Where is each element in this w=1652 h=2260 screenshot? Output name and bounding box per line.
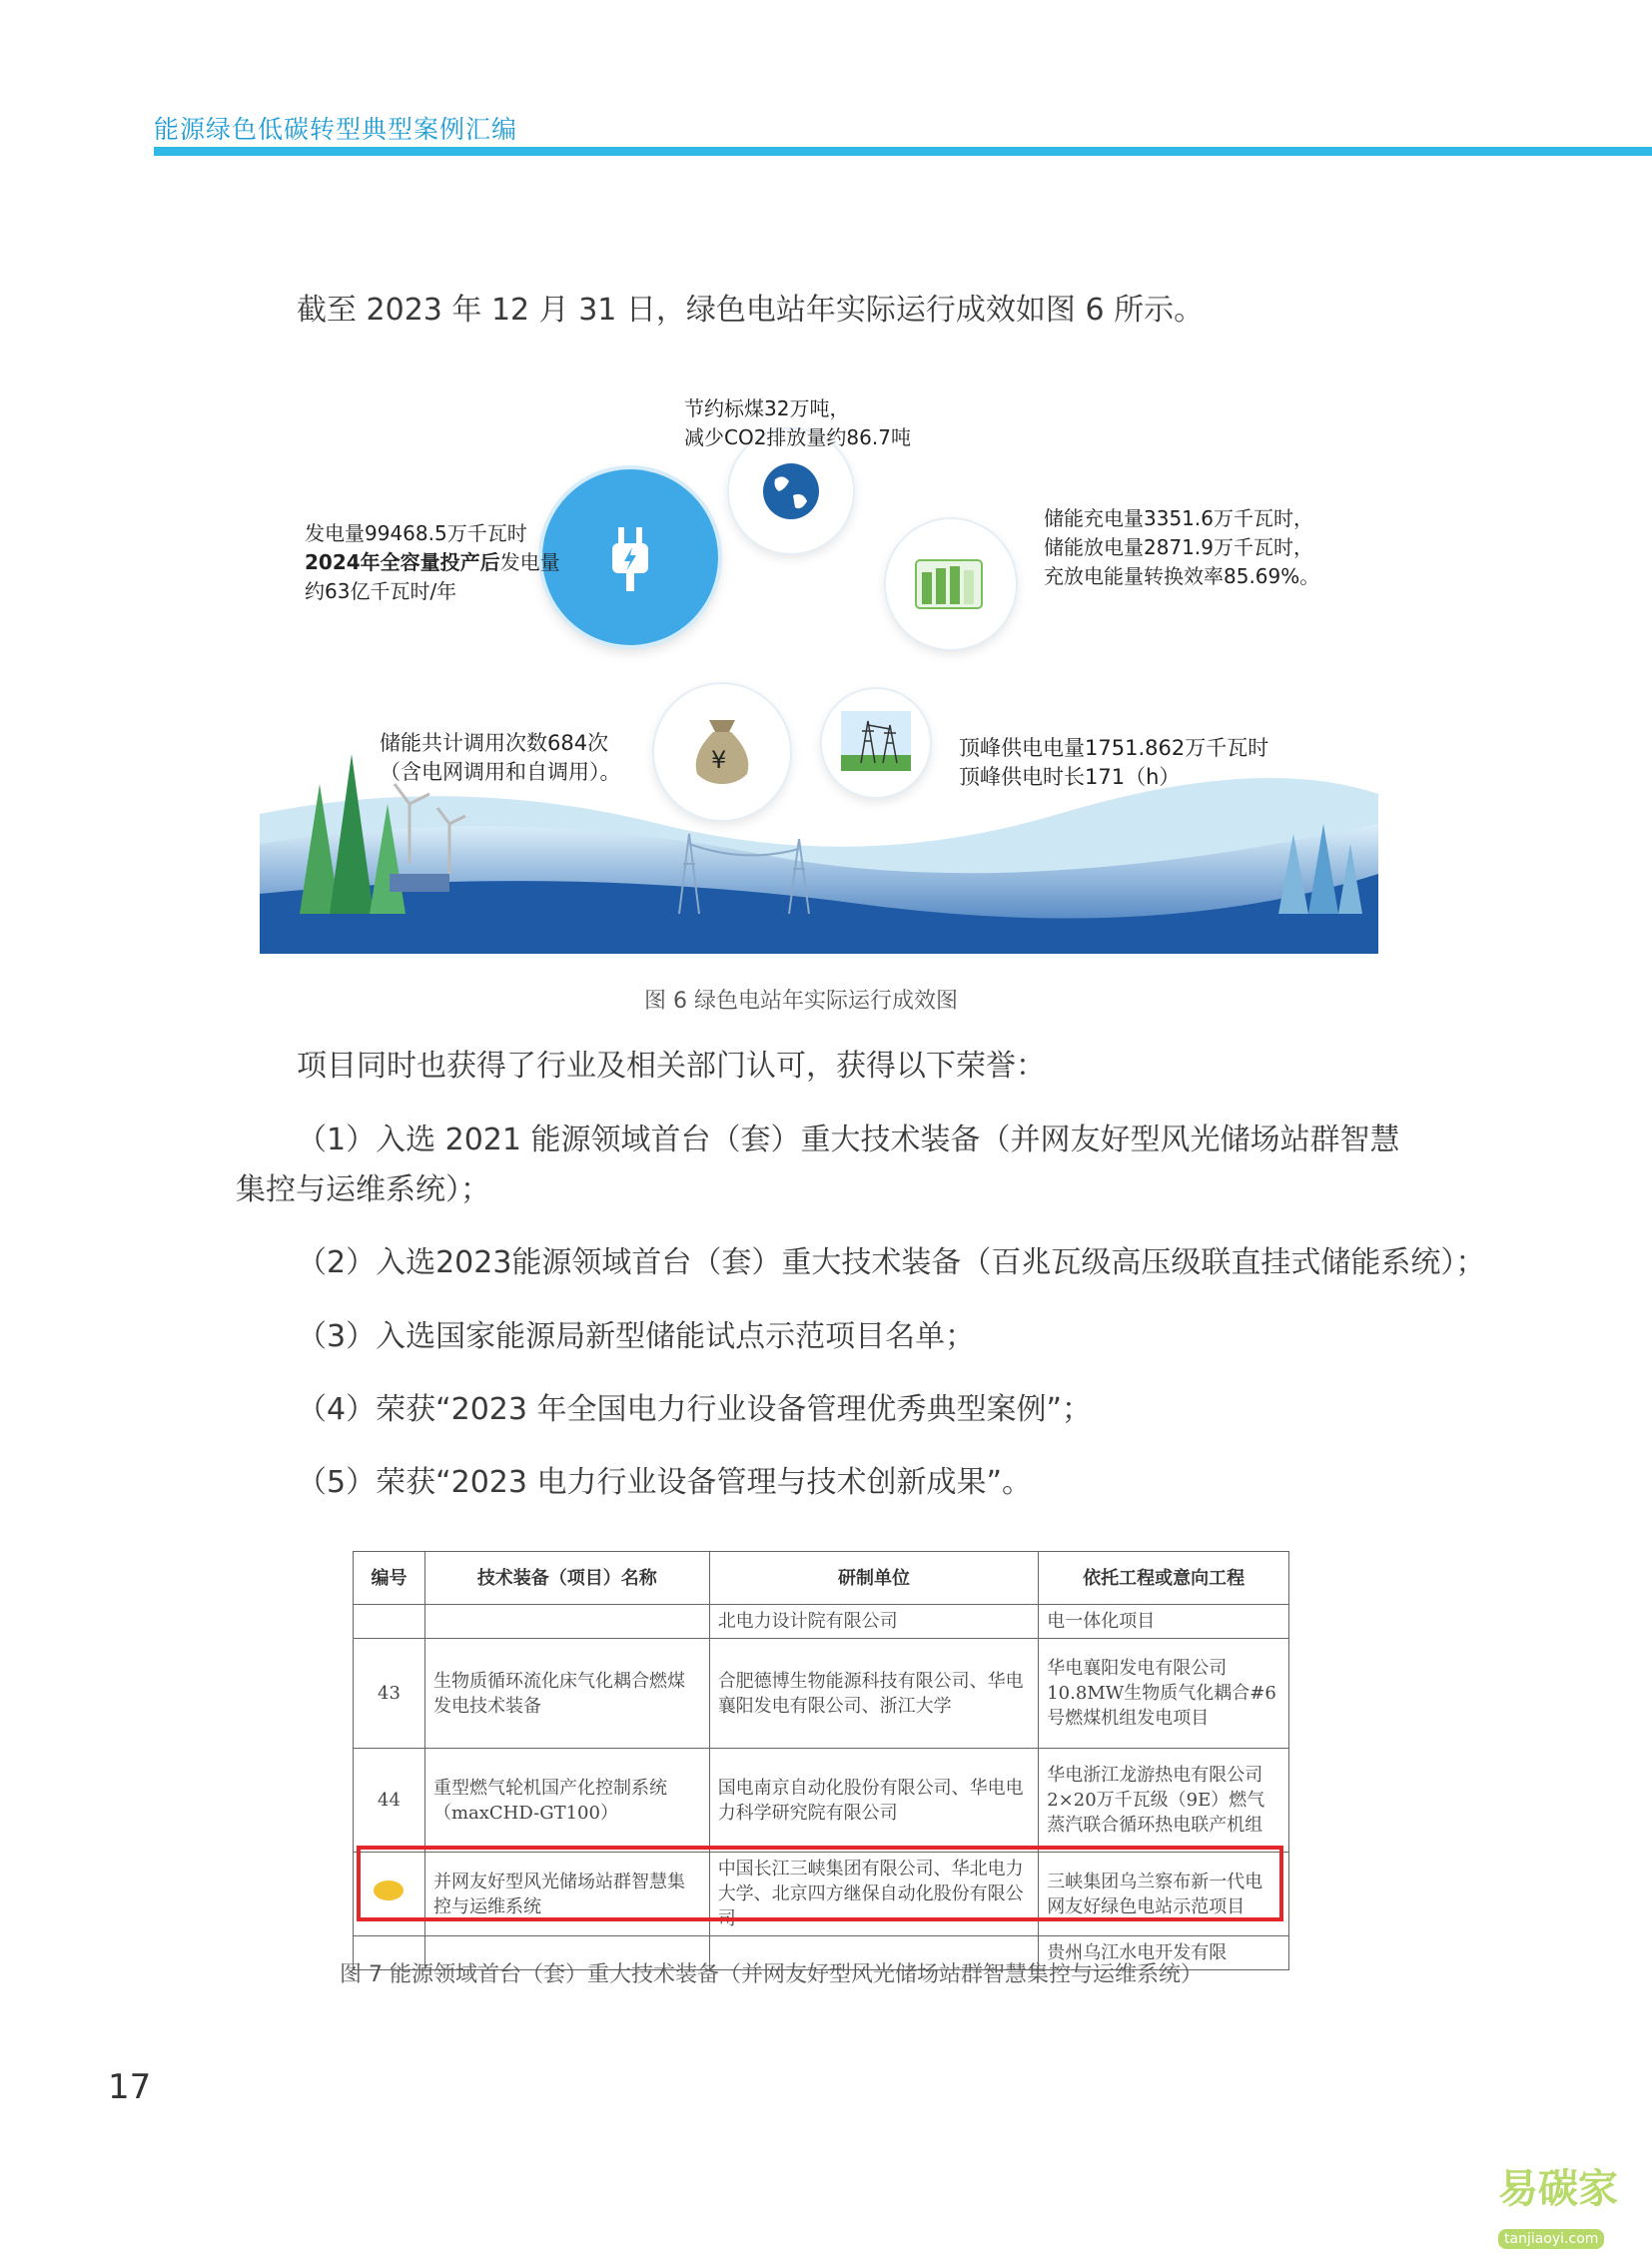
header-title: 能源绿色低碳转型典型案例汇编 <box>154 115 518 144</box>
table-cell <box>354 1605 425 1639</box>
svg-text:¥: ¥ <box>711 746 727 774</box>
peak-supply-circle <box>822 689 930 797</box>
table-cell: 贵州乌江水电开发有限 <box>1039 1936 1289 1970</box>
table-cell: 44 <box>354 1749 425 1853</box>
table-cell <box>424 1605 709 1639</box>
page-number: 17 <box>108 2067 152 2107</box>
header-rule <box>154 147 1652 156</box>
figure-7-caption: 图 7 能源领域首台（套）重大技术装备（并网友好型风光储场站群智慧集控与运维系统） <box>340 1962 1203 1987</box>
intro-paragraph: 截至 2023 年 12 月 31 日，绿色电站年实际运行成效如图 6 所示。 <box>297 293 1205 328</box>
honor-5: （5）荣获“2023 电力行业设备管理与技术创新成果”。 <box>297 1465 1033 1500</box>
honor-4: （4）荣获“2023 年全国电力行业设备管理优秀典型案例”； <box>297 1392 1093 1427</box>
table-row <box>354 1605 1289 1639</box>
table-cell: 电一体化项目 <box>1039 1605 1289 1639</box>
table-cell: 华电襄阳发电有限公司10.8MW生物质气化耦合#6号燃煤机组发电项目 <box>1039 1639 1289 1749</box>
table-header-row <box>354 1552 1289 1605</box>
table-cell: 国电南京自动化股份有限公司、华电电力科学研究院有限公司 <box>709 1749 1039 1853</box>
table-cell: 北电力设计院有限公司 <box>709 1605 1039 1639</box>
table-cell: 并网友好型风光储场站群智慧集控与运维系统 <box>424 1853 709 1936</box>
energy-storage-text: 储能充电量3351.6万千瓦时， 储能放电量2871.9万千瓦时， 充放电能量转换效率85.69%。 <box>1044 506 1320 588</box>
table-row <box>354 1749 1289 1853</box>
table-cell: 43 <box>354 1639 425 1749</box>
power-generation-circle <box>542 469 718 645</box>
figure-6 <box>260 394 1378 954</box>
honor-2: （2）入选2023能源领域首台（套）重大技术装备（百兆瓦级高压级联直挂式储能系统）； <box>297 1245 1486 1280</box>
table-row <box>354 1639 1289 1749</box>
plug-icon <box>590 517 670 597</box>
highlight-box <box>357 1846 1283 1921</box>
column-header: 研制单位 <box>709 1552 1039 1605</box>
column-header: 编号 <box>354 1552 425 1605</box>
power-tower-icon <box>841 711 911 771</box>
column-header: 依托工程或意向工程 <box>1039 1552 1289 1605</box>
table-cell: 三峡集团乌兰察布新一代电网友好绿色电站示范项目 <box>1039 1853 1289 1936</box>
honor-3: （3）入选国家能源局新型储能试点示范项目名单； <box>297 1319 976 1354</box>
table-cell: 中国长江三峡集团有限公司、华北电力大学、北京四方继保自动化股份有限公司 <box>709 1853 1039 1936</box>
honor-1-line-2: 集控与运维系统）； <box>236 1172 490 1207</box>
energy-storage-circle <box>886 519 1016 649</box>
globe-icon <box>761 461 821 521</box>
power-generation-text: 发电量99468.5万千瓦时 2024年全容量投产后发电量 约63亿千瓦时/年 <box>305 521 560 603</box>
dispatch-count-circle <box>654 684 790 820</box>
battery-icon <box>914 558 988 610</box>
figure-6-caption: 图 6 绿色电站年实际运行成效图 <box>644 989 958 1014</box>
honor-1-line-1: （1）入选 2021 能源领域首台（套）重大技术装备（并网友好型风光储场站群智慧 <box>297 1123 1400 1157</box>
coal-saving-text: 节约标煤32万吨， 减少CO2排放量约86.7吨 <box>684 396 911 449</box>
peak-supply-text: 顶峰供电电量1751.862万千瓦时 顶峰供电时长171（h） <box>959 736 1269 789</box>
table-cell: 华电浙江龙游热电有限公司2×20万千瓦级（9E）燃气蒸汽联合循环热电联产机组 <box>1039 1749 1289 1853</box>
dispatch-count-text: 储能共计调用次数684次 （含电网调用和自调用）。 <box>380 731 621 784</box>
watermark-logo: 易碳家 tanjiaoyi.com <box>1498 2166 1618 2247</box>
honors-intro: 项目同时也获得了行业及相关部门认可，获得以下荣誉： <box>297 1049 1046 1084</box>
table-cell: 合肥德博生物能源科技有限公司、华电襄阳发电有限公司、浙江大学 <box>709 1639 1039 1749</box>
table-cell: 重型燃气轮机国产化控制系统（maxCHD-GT100） <box>424 1749 709 1853</box>
column-header: 技术装备（项目）名称 <box>424 1552 709 1605</box>
money-bag-icon <box>687 714 757 786</box>
table-cell: 生物质循环流化床气化耦合燃煤发电技术装备 <box>424 1639 709 1749</box>
